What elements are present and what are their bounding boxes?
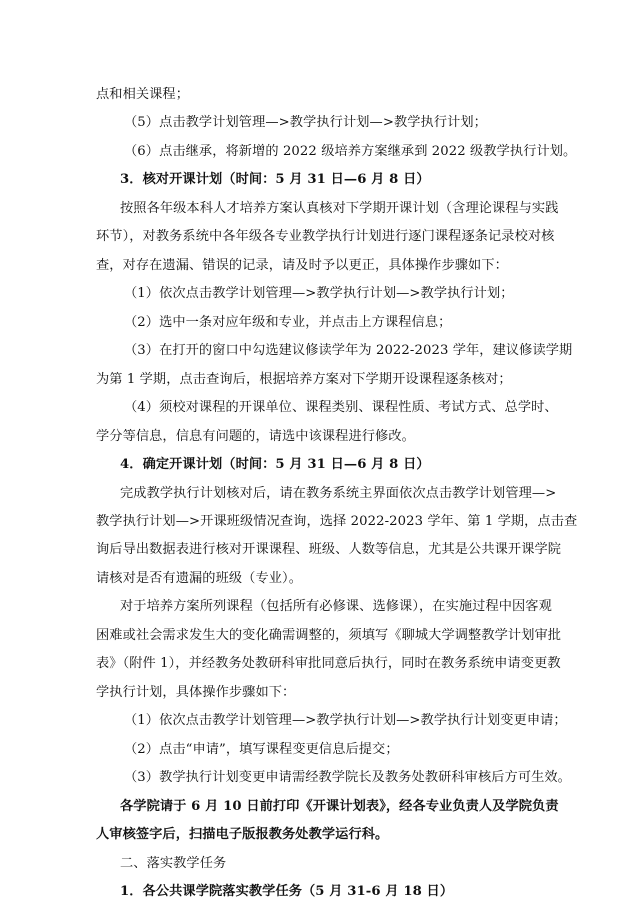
paragraph-line: 学执行计划，具体操作步骤如下：	[96, 685, 296, 700]
section-heading: 二、落实教学任务	[120, 856, 227, 871]
paragraph-line: 环节），对教务系统中各年级各专业教学执行计划进行逐门课程逐条记录校对核	[96, 229, 555, 244]
list-item: （1）依次点击教学计划管理—>教学执行计划—>教学执行计划；	[124, 286, 514, 301]
list-item: （1）依次点击教学计划管理—>教学执行计划—>教学执行计划变更申请；	[124, 713, 567, 728]
paragraph-line: 困难或社会需求发生大的变化确需调整的，须填写《聊城大学调整教学计划审批	[96, 628, 562, 643]
paragraph-line: 学分等信息，信息有问题的，请选中该课程进行修改。	[96, 429, 415, 444]
list-item: （5）点击教学计划管理—>教学执行计划—>教学执行计划；	[124, 115, 487, 130]
list-item: （2）点击“申请”，填写课程变更信息后提交；	[124, 742, 399, 757]
section-heading: 1．各公共课学院落实教学任务（5 月 31-6 月 18 日）	[120, 884, 454, 899]
section-heading: 3．核对开课计划（时间：5 月 31 日—6 月 8 日）	[120, 172, 430, 187]
paragraph-line: 按照各年级本科人才培养方案认真核对下学期开课计划（含理论课程与实践	[120, 201, 559, 216]
notice-line: 人审核签字后，扫描电子版报教务处教学运行科。	[96, 827, 389, 842]
paragraph-line: 询后导出数据表进行核对开课课程、班级、人数等信息，尤其是公共课开课学院	[96, 542, 562, 557]
paragraph-line: 请核对是否有遗漏的班级（专业）。	[96, 571, 302, 586]
paragraph-line: 点和相关课程；	[96, 87, 190, 102]
section-heading: 4．确定开课计划（时间：5 月 31 日—6 月 8 日）	[120, 457, 430, 472]
paragraph-line: 为第 1 学期，点击查询后，根据培养方案对下学期开设课程逐条核对；	[96, 372, 512, 387]
paragraph-line: 对于培养方案所列课程（包括所有必修课、选修课），在实施过程中因客观	[120, 599, 552, 614]
notice-line: 各学院请于 6 月 10 日前打印《开课计划表》，经各专业负责人及学院负责	[120, 799, 559, 814]
paragraph-line: 完成教学执行计划核对后，请在教务系统主界面依次点击教学计划管理—>	[120, 486, 557, 501]
paragraph-line: 教学执行计划—>开课班级情况查询，选择 2022-2023 学年、第 1 学期，点击查	[96, 514, 578, 529]
list-item: （3）教学执行计划变更申请需经教学院长及教务处教研科审核后方可生效。	[124, 770, 571, 785]
list-item: （4）须校对课程的开课单位、课程类别、课程性质、考试方式、总学时、	[124, 400, 558, 415]
list-item: （2）选中一条对应年级和专业，并点击上方课程信息；	[124, 315, 452, 330]
paragraph-line: 表》（附件 1），并经教务处教研科审批同意后执行，同时在教务系统申请变更教	[96, 656, 561, 671]
paragraph-line: 查，对存在遗漏、错误的记录，请及时予以更正，具体操作步骤如下：	[96, 258, 508, 273]
list-item: （6）点击继承，将新增的 2022 级培养方案继承到 2022 级教学执行计划。	[124, 144, 577, 159]
list-item: （3）在打开的窗口中勾选建议修读学年为 2022-2023 学年，建议修读学期	[124, 343, 573, 358]
